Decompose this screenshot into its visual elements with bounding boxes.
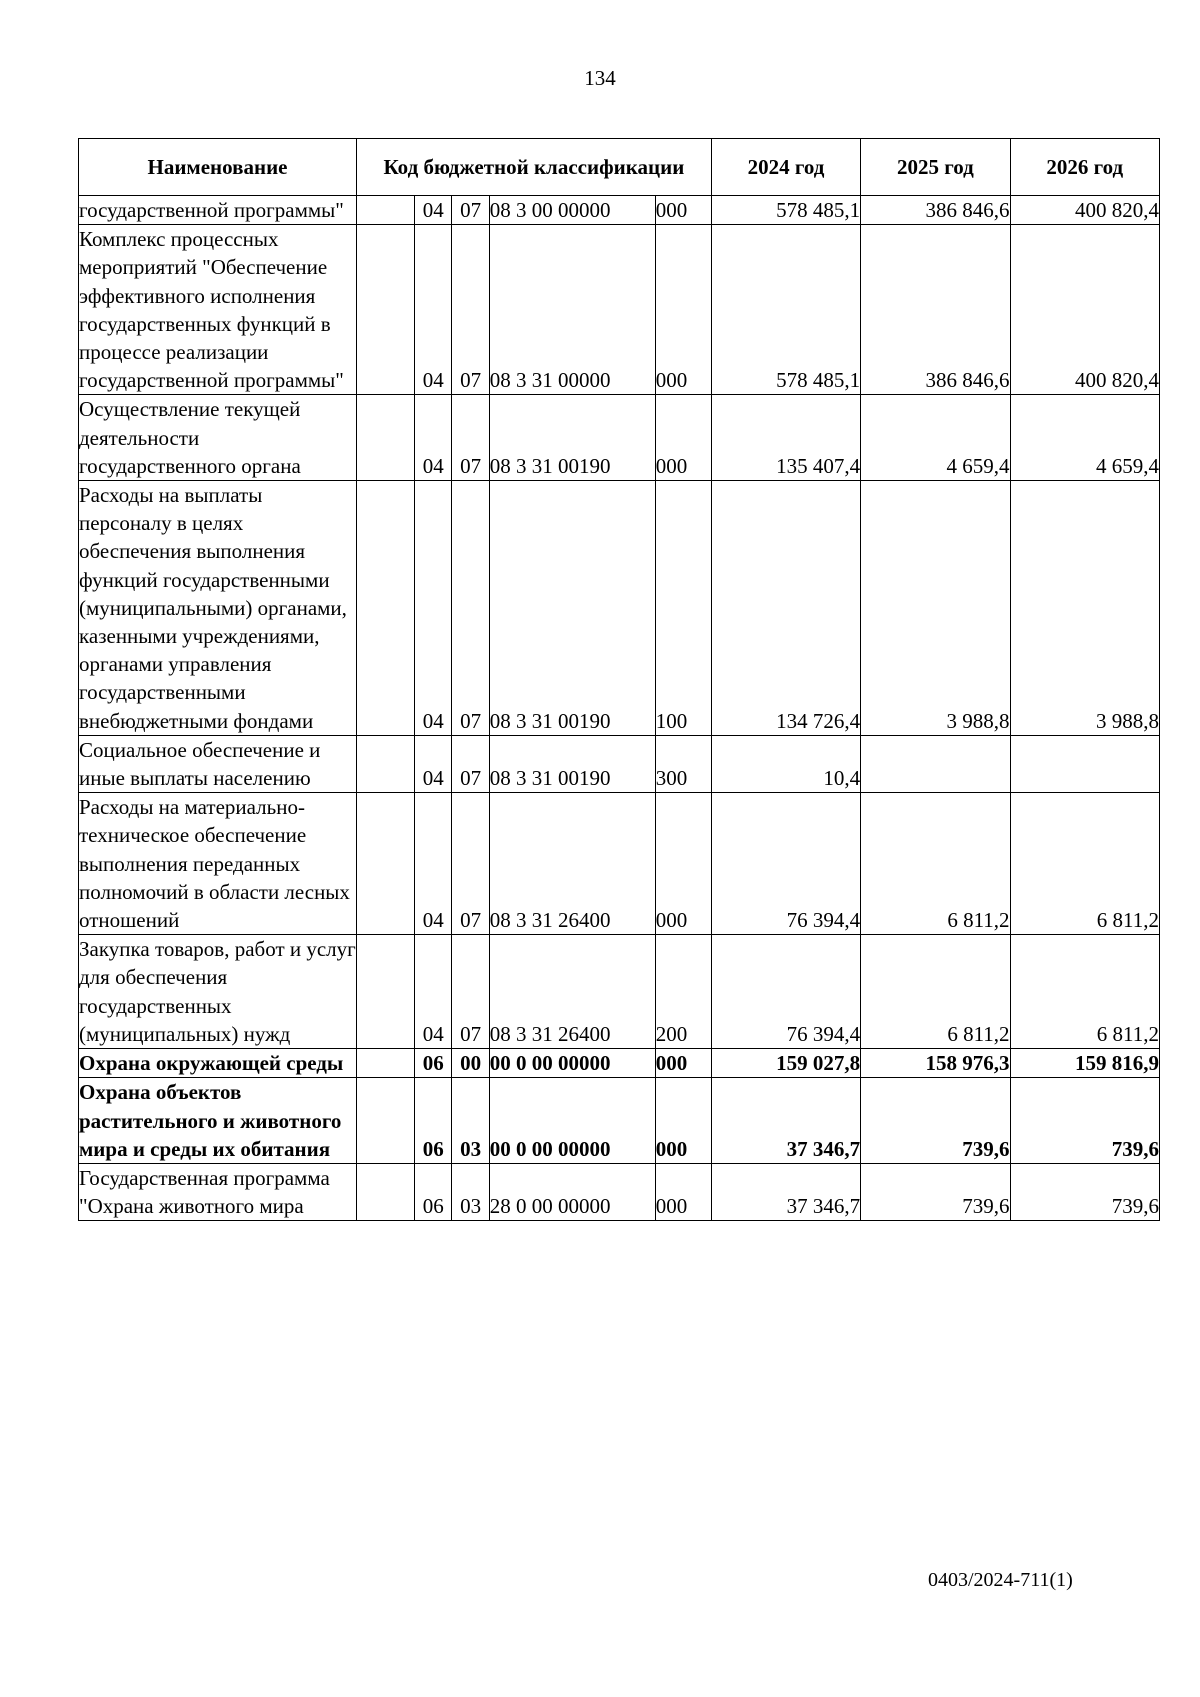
amount-2025-cell (861, 735, 1010, 792)
amount-2025-cell: 158 976,3 (861, 1049, 1010, 1078)
header-2026: 2026 год (1010, 139, 1159, 196)
section-code-cell: 06 (415, 1078, 452, 1164)
table-row (79, 735, 1160, 792)
amount-2024-cell: 76 394,4 (711, 793, 860, 935)
amount-2026-cell: 6 811,2 (1010, 935, 1159, 1049)
amount-2025-cell: 739,6 (861, 1163, 1010, 1220)
row-name-cell: государственной программы" (79, 196, 357, 225)
header-2025: 2025 год (861, 139, 1010, 196)
amount-2025-cell: 4 659,4 (861, 395, 1010, 481)
target-article-cell: 08 3 31 00190 (489, 735, 655, 792)
target-article-cell: 00 0 00 00000 (489, 1049, 655, 1078)
code-empty-cell (357, 395, 415, 481)
expense-type-cell: 000 (655, 395, 711, 481)
amount-2025-cell: 386 846,6 (861, 196, 1010, 225)
code-empty-cell (357, 793, 415, 935)
code-empty-cell (357, 735, 415, 792)
row-name-cell: Осуществление текущей деятельности государственного органа (79, 395, 357, 481)
budget-table (78, 138, 1160, 1221)
amount-2026-cell: 3 988,8 (1010, 481, 1159, 736)
code-empty-cell (357, 1078, 415, 1164)
expense-type-cell: 100 (655, 481, 711, 736)
row-name-cell: Охрана объектов растительного и животного мира и среды их обитания (79, 1078, 357, 1164)
amount-2026-cell (1010, 735, 1159, 792)
code-empty-cell (357, 196, 415, 225)
expense-type-cell: 000 (655, 1049, 711, 1078)
table-row (79, 1078, 1160, 1164)
target-article-cell: 08 3 31 26400 (489, 935, 655, 1049)
section-code-cell: 04 (415, 481, 452, 736)
header-row (79, 139, 1160, 196)
document-code: 0403/2024-711(1) (928, 1569, 1073, 1591)
amount-2024-cell: 578 485,1 (711, 225, 860, 395)
amount-2025-cell: 386 846,6 (861, 225, 1010, 395)
expense-type-cell: 000 (655, 225, 711, 395)
subsection-code-cell: 07 (452, 395, 489, 481)
table-row (79, 1163, 1160, 1220)
amount-2025-cell: 6 811,2 (861, 935, 1010, 1049)
subsection-code-cell: 07 (452, 196, 489, 225)
amount-2026-cell: 739,6 (1010, 1078, 1159, 1164)
amount-2026-cell: 400 820,4 (1010, 225, 1159, 395)
page-number: 134 (584, 66, 616, 90)
row-name-cell: Закупка товаров, работ и услуг для обеспечения государственных (муниципальных) нужд (79, 935, 357, 1049)
table-row (79, 395, 1160, 481)
expense-type-cell: 000 (655, 1078, 711, 1164)
target-article-cell: 08 3 00 00000 (489, 196, 655, 225)
amount-2024-cell: 159 027,8 (711, 1049, 860, 1078)
table-row (79, 935, 1160, 1049)
code-empty-cell (357, 481, 415, 736)
section-code-cell: 04 (415, 793, 452, 935)
row-name-cell: Социальное обеспечение и иные выплаты населению (79, 735, 357, 792)
row-name-cell: Государственная программа "Охрана животного мира (79, 1163, 357, 1220)
table-row (79, 1049, 1160, 1078)
expense-type-cell: 000 (655, 1163, 711, 1220)
amount-2026-cell: 739,6 (1010, 1163, 1159, 1220)
amount-2025-cell: 3 988,8 (861, 481, 1010, 736)
table-row (79, 196, 1160, 225)
amount-2025-cell: 739,6 (861, 1078, 1010, 1164)
subsection-code-cell: 07 (452, 935, 489, 1049)
amount-2026-cell: 4 659,4 (1010, 395, 1159, 481)
section-code-cell: 04 (415, 196, 452, 225)
header-name: Наименование (79, 139, 357, 196)
amount-2024-cell: 37 346,7 (711, 1078, 860, 1164)
expense-type-cell: 200 (655, 935, 711, 1049)
amount-2026-cell: 159 816,9 (1010, 1049, 1159, 1078)
amount-2026-cell: 6 811,2 (1010, 793, 1159, 935)
section-code-cell: 04 (415, 225, 452, 395)
subsection-code-cell: 07 (452, 793, 489, 935)
subsection-code-cell: 07 (452, 225, 489, 395)
subsection-code-cell: 07 (452, 735, 489, 792)
amount-2024-cell: 76 394,4 (711, 935, 860, 1049)
amount-2024-cell: 135 407,4 (711, 395, 860, 481)
amount-2024-cell: 37 346,7 (711, 1163, 860, 1220)
section-code-cell: 04 (415, 735, 452, 792)
amount-2026-cell: 400 820,4 (1010, 196, 1159, 225)
header-2024: 2024 год (711, 139, 860, 196)
target-article-cell: 08 3 31 26400 (489, 793, 655, 935)
subsection-code-cell: 07 (452, 481, 489, 736)
subsection-code-cell: 03 (452, 1078, 489, 1164)
section-code-cell: 06 (415, 1163, 452, 1220)
section-code-cell: 04 (415, 395, 452, 481)
row-name-cell: Расходы на выплаты персоналу в целях обеспечения выполнения функций государственными (муниципальными) органами, казенными учреждениями, органами управления государственными внебюджетными фондами (79, 481, 357, 736)
row-name-cell: Расходы на материально-техническое обеспечение выполнения переданных полномочий в области лесных отношений (79, 793, 357, 935)
target-article-cell: 28 0 00 00000 (489, 1163, 655, 1220)
code-empty-cell (357, 225, 415, 395)
target-article-cell: 00 0 00 00000 (489, 1078, 655, 1164)
code-empty-cell (357, 935, 415, 1049)
subsection-code-cell: 03 (452, 1163, 489, 1220)
row-name-cell: Комплекс процессных мероприятий "Обеспечение эффективного исполнения государственных функций в процессе реализации государственной программы" (79, 225, 357, 395)
table-row (79, 793, 1160, 935)
table-row (79, 225, 1160, 395)
amount-2024-cell: 134 726,4 (711, 481, 860, 736)
table-row (79, 481, 1160, 736)
amount-2025-cell: 6 811,2 (861, 793, 1010, 935)
target-article-cell: 08 3 31 00000 (489, 225, 655, 395)
amount-2024-cell: 10,4 (711, 735, 860, 792)
expense-type-cell: 000 (655, 196, 711, 225)
target-article-cell: 08 3 31 00190 (489, 481, 655, 736)
header-code: Код бюджетной классификации (357, 139, 712, 196)
target-article-cell: 08 3 31 00190 (489, 395, 655, 481)
expense-type-cell: 300 (655, 735, 711, 792)
subsection-code-cell: 00 (452, 1049, 489, 1078)
row-name-cell: Охрана окружающей среды (79, 1049, 357, 1078)
code-empty-cell (357, 1163, 415, 1220)
section-code-cell: 04 (415, 935, 452, 1049)
expense-type-cell: 000 (655, 793, 711, 935)
code-empty-cell (357, 1049, 415, 1078)
section-code-cell: 06 (415, 1049, 452, 1078)
amount-2024-cell: 578 485,1 (711, 196, 860, 225)
